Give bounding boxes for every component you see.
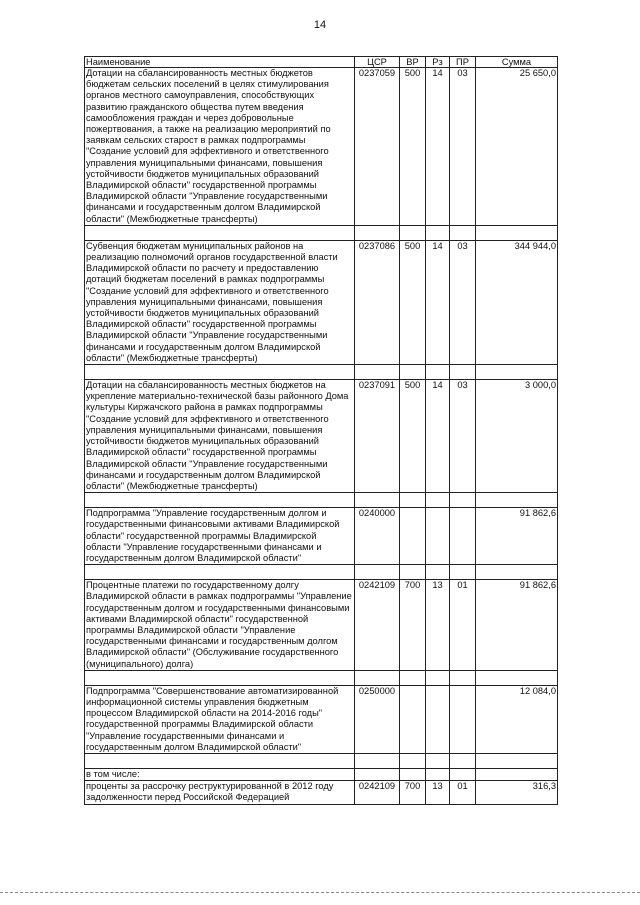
row-name: Подпрограмма "Управление государственным долгом и государственными финансовыми активами Владимирской области" государственной программы Владимирской области "Управление государственными финансами и государственным долгом Владимирской области" — [85, 508, 355, 565]
row-name: Дотации на сбалансированность местных бюджетов на укрепление материально-технической базы районного Дома культуры Киржачского района в рамках подпрограммы "Создание условий для эффективного и ответственного управления муниципальными финансами, повышения устойчивости бюджетов муниципальных образований Владимирской области" государственной программы Владимирской области "Управление государственными финансами и государственным долгом Владимирской области" (Межбюджетные трансферты) — [85, 380, 355, 493]
table-row — [85, 68, 558, 226]
row-pr — [450, 685, 476, 753]
row-rz: 14 — [426, 240, 450, 364]
row-csr: 0242109 — [355, 580, 400, 671]
table-row-spacer — [85, 670, 558, 685]
row-name: Процентные платежи по государственному долгу Владимирской области в рамках подпрограммы "Управление государственным долгом и государственными финансовыми активами Владимирской области" государственной программы Владимирской области "Управление государственными финансами и государственным долгом Владимирской области" (Обслуживание государственного (муниципального) долга) — [85, 580, 355, 671]
table-row — [85, 781, 558, 804]
table-row — [85, 240, 558, 364]
table-row-spacer — [85, 365, 558, 380]
row-vr: 500 — [400, 380, 426, 493]
row-csr: 0240000 — [355, 508, 400, 565]
page-number: 14 — [313, 19, 327, 31]
row-name: Подпрограмма "Совершенствование автоматизированной информационной системы управления бюджетным процессом Владимирской области на 2014-2016 годы" государственной программы Владимирской области "Управление государственными финансами и государственным долгом Владимирской области" — [85, 685, 355, 753]
table-row — [85, 508, 558, 565]
row-rz: 13 — [426, 781, 450, 804]
row-csr: 0242109 — [355, 781, 400, 804]
table-subheader-row — [85, 768, 558, 780]
row-sum: 3 000,0 — [476, 380, 558, 493]
row-sum: 91 862,6 — [476, 508, 558, 565]
row-csr: 0250000 — [355, 685, 400, 753]
row-name: Дотации на сбалансированность местных бюджетов бюджетам сельских поселений в целях стимулирования органов местного самоуправления, способствующих развитию гражданского общества путем введения самообложения граждан и через добровольные пожертвования, а также на реализацию мероприятий по заявкам сельских старост в рамках подпрограммы "Создание условий для эффективного и ответственного управления муниципальными финансами, повышения устойчивости бюджетов муниципальных образований Владимирской области" государственной программы Владимирской области "Управление государственными финансами и государственным долгом Владимирской области" (Межбюджетные трансферты) — [85, 68, 355, 226]
row-csr: 0237086 — [355, 240, 400, 364]
table-row — [85, 685, 558, 753]
row-rz: 13 — [426, 580, 450, 671]
row-sum: 91 862,6 — [476, 580, 558, 671]
row-rz — [426, 685, 450, 753]
row-sum: 12 084,0 — [476, 685, 558, 753]
table-header-row — [85, 57, 558, 68]
table-row-spacer — [85, 565, 558, 580]
row-vr — [400, 685, 426, 753]
row-pr: 01 — [450, 781, 476, 804]
header-pr: ПР — [450, 57, 476, 68]
row-vr — [400, 508, 426, 565]
header-vr: ВР — [400, 57, 426, 68]
row-vr: 700 — [400, 781, 426, 804]
header-csr: ЦСР — [355, 57, 400, 68]
table-row — [85, 580, 558, 671]
row-rz: 14 — [426, 380, 450, 493]
row-csr: 0237059 — [355, 68, 400, 226]
row-vr: 500 — [400, 68, 426, 226]
table-row-spacer — [85, 225, 558, 240]
row-vr: 500 — [400, 240, 426, 364]
row-pr: 03 — [450, 380, 476, 493]
row-rz: 14 — [426, 68, 450, 226]
table-row-spacer — [85, 493, 558, 508]
budget-table — [84, 56, 558, 805]
row-csr: 0237091 — [355, 380, 400, 493]
header-rz: Рз — [426, 57, 450, 68]
row-vr: 700 — [400, 580, 426, 671]
row-pr: 01 — [450, 580, 476, 671]
row-sum: 344 944,0 — [476, 240, 558, 364]
row-rz — [426, 508, 450, 565]
row-sum: 25 650,0 — [476, 68, 558, 226]
subheader-label: в том числе: — [85, 768, 355, 780]
table-row — [85, 380, 558, 493]
header-name: Наименование — [85, 57, 355, 68]
row-pr: 03 — [450, 68, 476, 226]
row-name: проценты за рассрочку реструктурированной в 2012 году задолженности перед Российской Федерацией — [85, 781, 355, 804]
page-bottom-rule — [0, 892, 640, 893]
row-name: Субвенция бюджетам муниципальных районов на реализацию полномочий органов государственной власти Владимирской области по расчету и предоставлению дотаций бюджетам поселений в рамках подпрограммы "Создание условий для эффективного и ответственного управления муниципальными финансами, повышения устойчивости бюджетов муниципальных образований Владимирской области" государственной программы Владимирской области "Управление государственными финансами и государственным долгом Владимирской области" (Межбюджетные трансферты) — [85, 240, 355, 364]
row-sum: 316,3 — [476, 781, 558, 804]
table-row-spacer — [85, 753, 558, 768]
row-pr — [450, 508, 476, 565]
row-pr: 03 — [450, 240, 476, 364]
header-sum: Сумма — [476, 57, 558, 68]
